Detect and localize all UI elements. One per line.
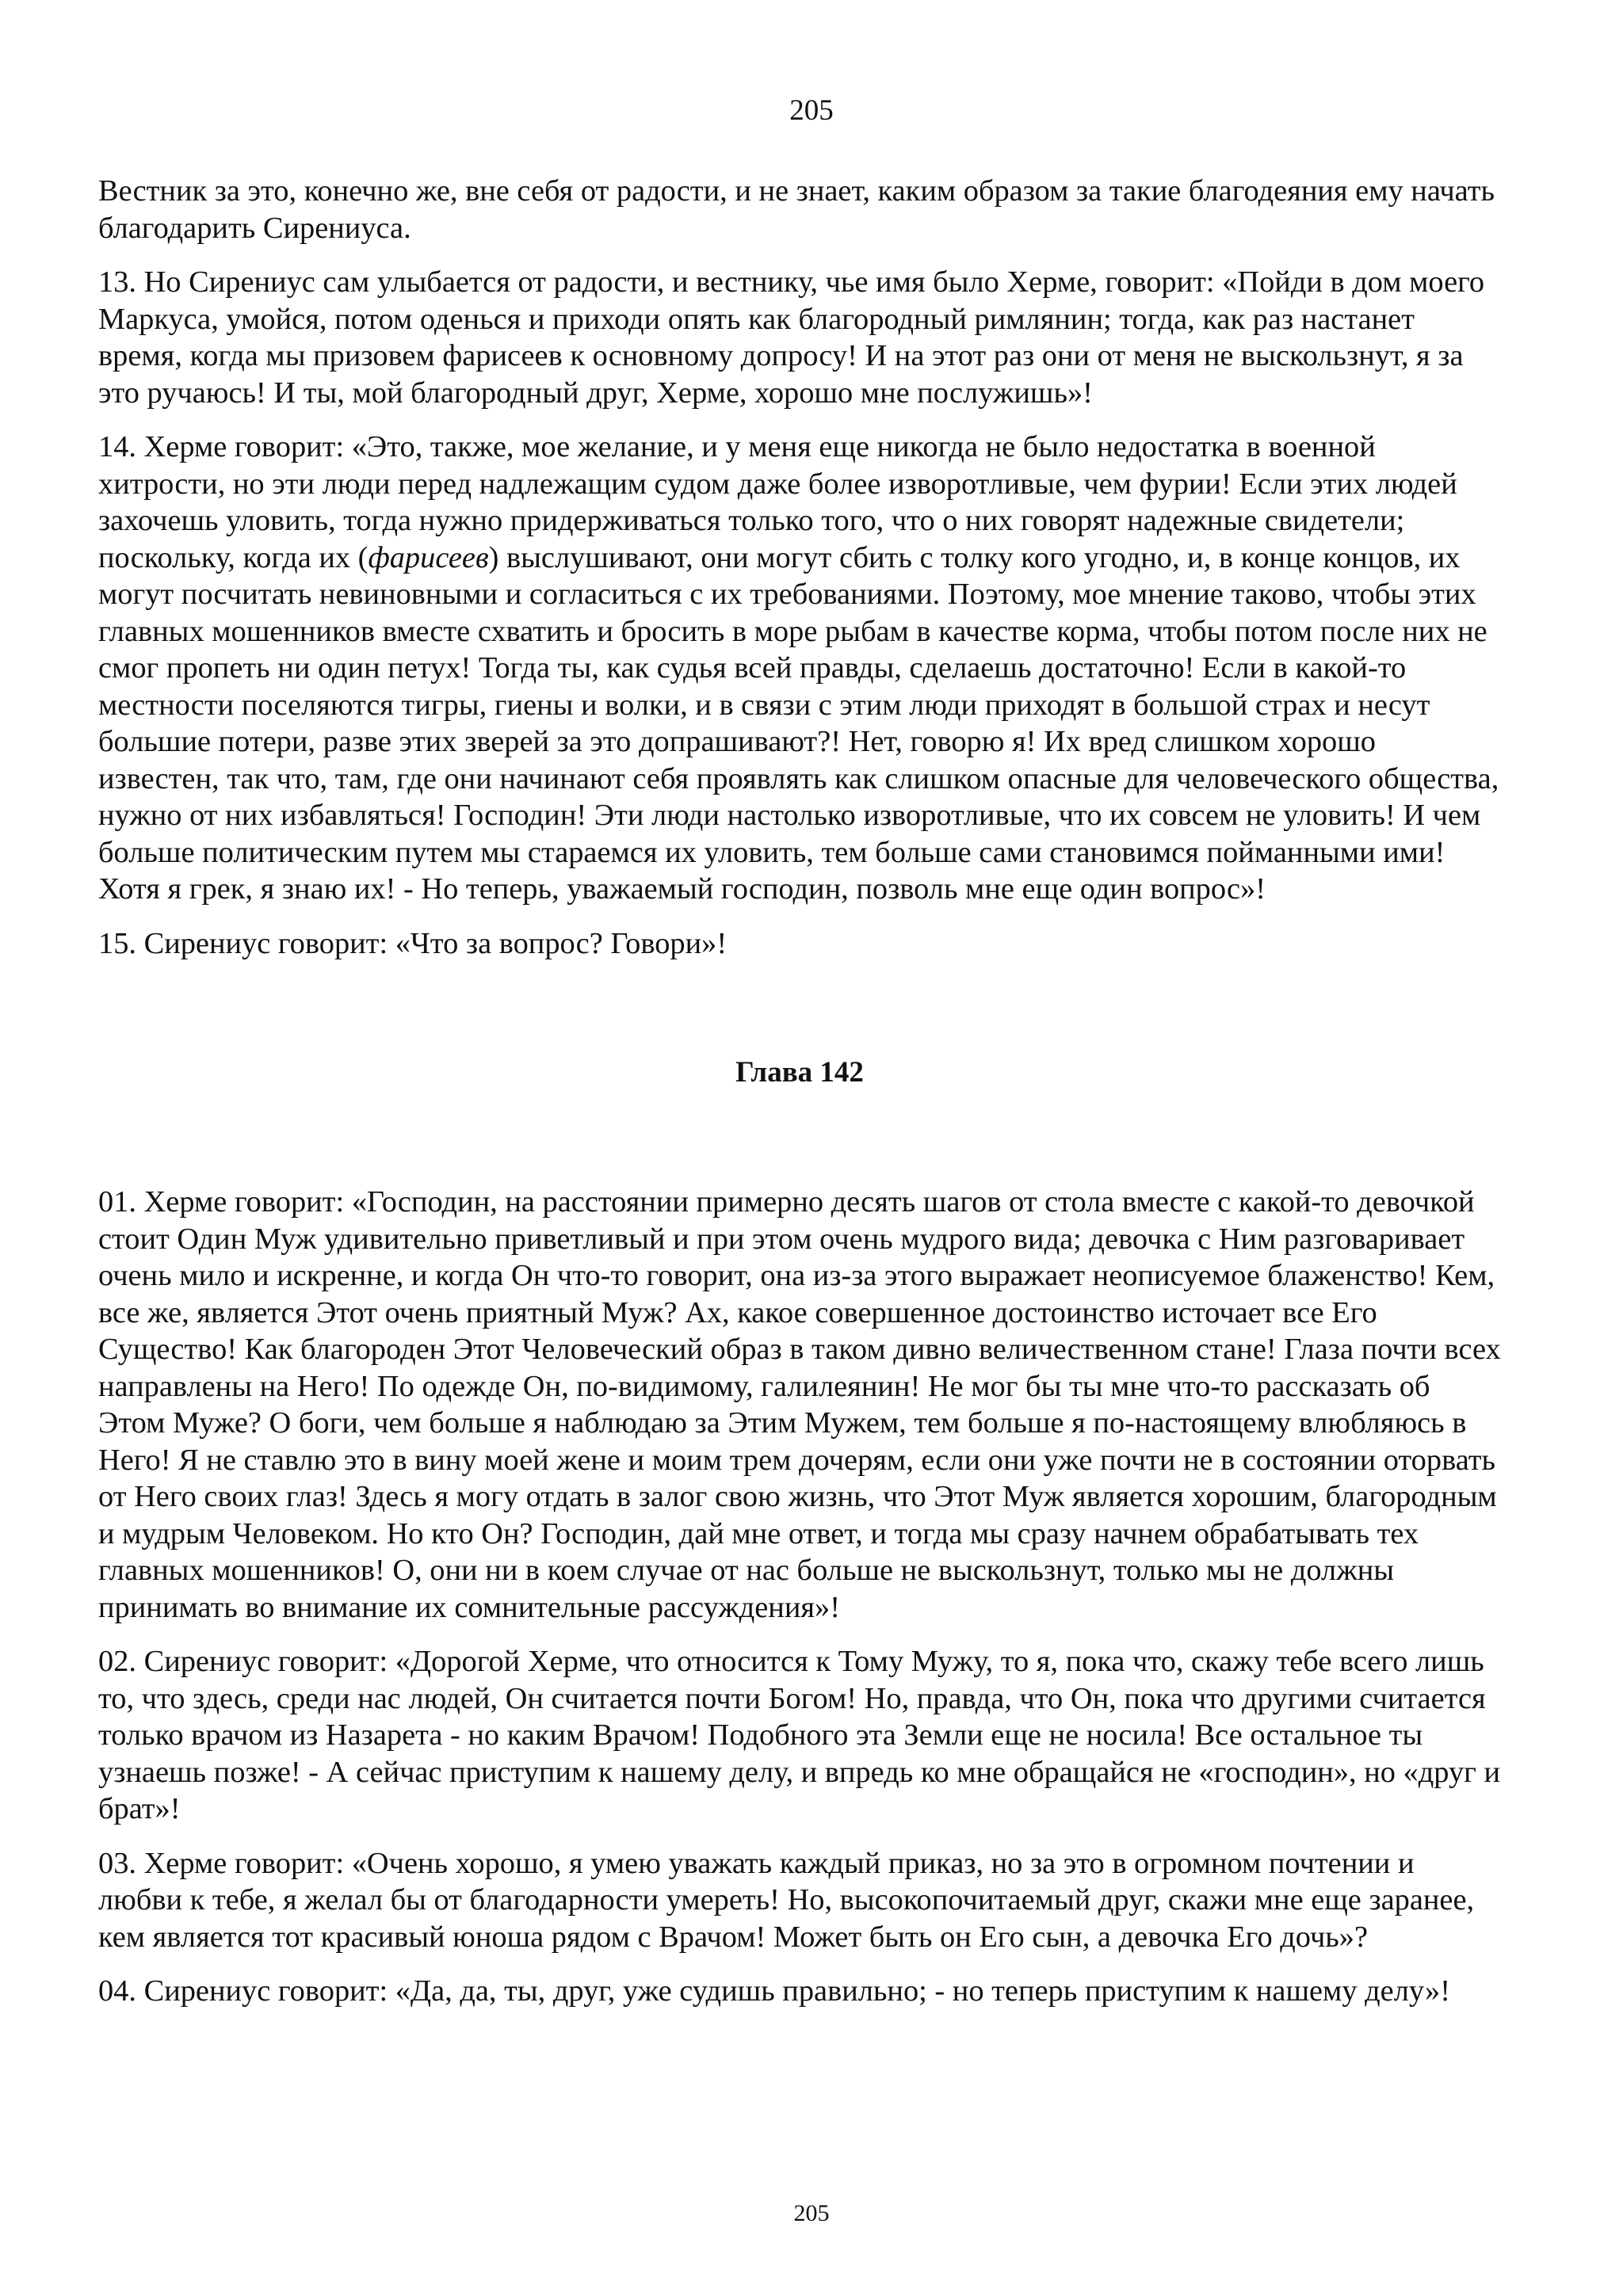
- page-number-top: 205: [789, 94, 834, 127]
- paragraph-14-italic: фарисеев: [368, 540, 489, 574]
- paragraph-intro: Вестник за это, конечно же, вне себя от радости, и не знает, каким образом за такие благодеяния ему начать благодарить Сирениуса.: [98, 174, 1495, 245]
- paragraph-03: 03. Херме говорит: «Очень хорошо, я умею уважать каждый приказ, но за это в огромном почтении и любви к тебе, я желал бы от благодарности умереть! Но, высокопочитаемый друг, скажи мне еще заранее, кем является тот красивый юноша рядом с Врачом! Может быть он Его сын, а девочка Его дочь»?: [98, 1846, 1475, 1954]
- page-content: [98, 173, 1501, 2027]
- paragraph-15: 15. Сирениус говорит: «Что за вопрос? Говори»!: [98, 926, 727, 960]
- paragraph-02: 02. Сирениус говорит: «Дорогой Херме, что относится к Тому Мужу, то я, пока что, скажу тебе всего лишь то, что здесь, среди нас людей, Он считается почти Богом! Но, правда, что Он, пока что другими считается только врачом из Назарета - но каким Врачом! Подобного эта Земли еще не носила! Все остальное ты узнаешь позже! - А сейчас приступим к нашему делу, и впредь ко мне обращайся не «господин», но «друг и брат»!: [98, 1645, 1501, 1825]
- paragraph-14-text-b: ) выслушивают, они могут сбить с толку кого угодно, и, в конце концов, их могут посчитать невиновными и согласиться с их требованиями. Поэтому, мое мнение таково, чтобы этих главных мошенников вместе схватить и бросить в море рыбам в качестве корма, чтобы потом после них не смог пропеть ни один петух! Тогда ты, как судья всей правды, сделаешь достаточно! Если в какой-то местности поселяются тигры, гиены и волки, и в связи с этим люди приходят в большой страх и несут большие потери, разве этих зверей за это допрашивают?! Нет, говорю я! Их вред слишком хорошо известен, так что, там, где они начинают себя проявлять как слишком опасные для человеческого общества, нужно от них избавляться! Господин! Эти люди настолько изворотливые, что их совсем не уловить! И чем больше политическим путем мы стараемся их уловить, тем больше сами становимся пойманными ими! Хотя я грек, я знаю их! - Но теперь, уважаемый господин, позволь мне еще один вопрос»!: [98, 540, 1499, 906]
- chapter-title: Глава 142: [735, 1056, 864, 1089]
- paragraph-04: 04. Сирениус говорит: «Да, да, ты, друг, уже судишь правильно; - но теперь приступим к нашему делу»!: [98, 1974, 1450, 2008]
- paragraph-14-text-a: 14. Херме говорит: «Это, также, мое желание, и у меня еще никогда не было недостатка в военной хитрости, но эти люди перед надлежащим судом даже более изворотливые, чем фурии! Если этих людей захочешь уловить, тогда нужно придерживаться только того, что о них говорят надежные свидетели; поскольку, когда их (: [98, 430, 1457, 574]
- paragraph-13: 13. Но Сирениус сам улыбается от радости, и вестнику, чье имя было Херме, говорит: «Пойди в дом моего Маркуса, умойся, потом оденься и приходи опять как благородный римлянин; тогда, как раз настанет время, когда мы призовем фарисеев к основному допросу! И на этот раз они от меня не выскользнут, я за это ручаюсь! И ты, мой благородный друг, Херме, хорошо мне послужишь»!: [98, 265, 1485, 410]
- paragraph-01: 01. Херме говорит: «Господин, на расстоянии примерно десять шагов от стола вместе с какой-то девочкой стоит Один Муж удивительно приветливый и при этом очень мудрого вида; девочка с Ним разговаривает очень мило и искренне, и когда Он что-то говорит, она из-за этого выражает неописуемое блаженство! Кем, все же, является Этот очень приятный Муж? Ах, какое совершенное достоинство источает все Его Существо! Как благороден Этот Человеческий образ в таком дивно величественном стане! Глаза почти всех направлены на Него! По одежде Он, по-видимому, галилеянин! Не мог бы ты мне что-то рассказать об Этом Муже? О боги, чем больше я наблюдаю за Этим Мужем, тем больше я по-настоящему влюбляюсь в Него! Я не ставлю это в вину моей жене и моим трем дочерям, если они уже почти не в состоянии оторвать от Него своих глаз! Здесь я могу отдать в залог свою жизнь, что Этот Муж является хорошим, благородным и мудрым Человеком. Но кто Он? Господин, дай мне ответ, и тогда мы сразу начнем обрабатывать тех главных мошенников! О, они ни в коем случае от нас больше не выскользнут, только мы не должны принимать во внимание их сомнительные рассуждения»!: [98, 1185, 1501, 1624]
- paragraph-14: [98, 429, 1501, 908]
- page-number-bottom: 205: [793, 2200, 830, 2226]
